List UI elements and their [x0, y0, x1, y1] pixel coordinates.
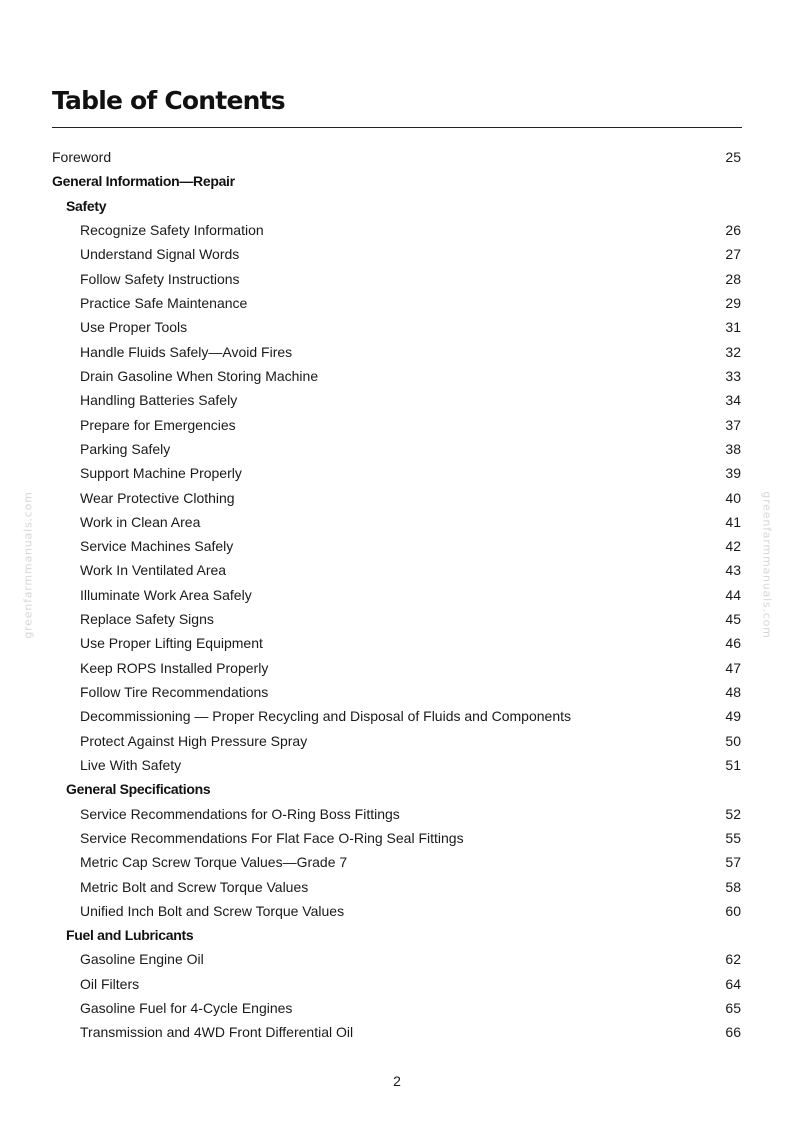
toc-entry-label: Service Machines Safely: [80, 538, 234, 555]
toc-entry-label: Follow Safety Instructions: [80, 270, 240, 287]
toc-entry[interactable]: [52, 947, 742, 971]
toc-entry-page-number: 38: [725, 440, 741, 457]
toc-entry[interactable]: [52, 145, 742, 169]
toc-entry-page-number: 27: [725, 246, 741, 263]
toc-entry[interactable]: [52, 607, 742, 631]
toc-entry-label: Use Proper Tools: [80, 319, 188, 336]
toc-entry-label: Decommissioning — Proper Recycling and Disposal of Fluids and Components: [80, 708, 572, 725]
toc-entry-label: General Information—Repair: [52, 173, 235, 190]
toc-section-heading: [52, 169, 742, 193]
toc-entry-label: Gasoline Fuel for 4-Cycle Engines: [80, 1000, 293, 1017]
toc-entry-label: Practice Safe Maintenance: [80, 295, 248, 312]
toc-entry-page-number: 47: [725, 659, 741, 676]
toc-entry[interactable]: [52, 558, 742, 582]
toc-entry-page-number: 34: [725, 392, 741, 409]
title-divider: [52, 127, 742, 128]
toc-entry[interactable]: [52, 850, 742, 874]
toc-entry-label: Replace Safety Signs: [80, 611, 214, 628]
toc-list: [52, 145, 742, 1045]
toc-entry[interactable]: [52, 340, 742, 364]
toc-entry-label: Keep ROPS Installed Properly: [80, 659, 269, 676]
toc-entry-label: Understand Signal Words: [80, 246, 240, 263]
toc-entry-page-number: 49: [725, 708, 741, 725]
toc-entry-label: Handling Batteries Safely: [80, 392, 238, 409]
toc-entry[interactable]: [52, 534, 742, 558]
toc-entry-page-number: 41: [725, 513, 741, 530]
watermark-right: greenfarmmanuals.com: [760, 491, 774, 639]
toc-entry-page-number: 65: [725, 1000, 741, 1017]
toc-entry[interactable]: [52, 899, 742, 923]
toc-entry[interactable]: [52, 874, 742, 898]
toc-entry[interactable]: [52, 364, 742, 388]
toc-entry[interactable]: [52, 267, 742, 291]
toc-entry-page-number: 32: [725, 343, 741, 360]
toc-entry-label: Drain Gasoline When Storing Machine: [80, 367, 319, 384]
toc-entry-label: Metric Cap Screw Torque Values—Grade 7: [80, 854, 348, 871]
toc-entry-label: Prepare for Emergencies: [80, 416, 236, 433]
toc-section-heading: [52, 923, 742, 947]
toc-entry-page-number: 51: [725, 756, 741, 773]
toc-entry-page-number: 58: [725, 878, 741, 895]
toc-entry[interactable]: [52, 996, 742, 1020]
toc-entry-page-number: 45: [725, 611, 741, 628]
toc-entry-page-number: 60: [725, 902, 741, 919]
toc-entry-label: Fuel and Lubricants: [66, 927, 194, 944]
toc-entry-page-number: 55: [725, 829, 741, 846]
toc-entry-label: Metric Bolt and Screw Torque Values: [80, 878, 309, 895]
toc-entry-label: Work In Ventilated Area: [80, 562, 227, 579]
toc-entry-page-number: 52: [725, 805, 741, 822]
toc-entry-label: Parking Safely: [80, 440, 171, 457]
toc-entry-page-number: 28: [725, 270, 741, 287]
toc-entry[interactable]: [52, 218, 742, 242]
toc-entry-label: Transmission and 4WD Front Differential Oil: [80, 1024, 354, 1041]
toc-entry[interactable]: [52, 461, 742, 485]
toc-entry[interactable]: [52, 972, 742, 996]
toc-entry-label: Service Recommendations for O-Ring Boss Fittings: [80, 805, 400, 822]
page-title: Table of Contents: [52, 86, 285, 115]
toc-entry-label: Recognize Safety Information: [80, 222, 264, 239]
toc-entry[interactable]: [52, 242, 742, 266]
toc-entry-label: Handle Fluids Safely—Avoid Fires: [80, 343, 293, 360]
toc-entry-page-number: 33: [725, 367, 741, 384]
toc-entry[interactable]: [52, 826, 742, 850]
toc-entry-page-number: 43: [725, 562, 741, 579]
toc-entry[interactable]: [52, 753, 742, 777]
toc-entry[interactable]: [52, 510, 742, 534]
watermark-left: greenfarmmanuals.com: [21, 491, 35, 639]
toc-section-heading: [52, 777, 742, 801]
toc-entry-label: Support Machine Properly: [80, 465, 242, 482]
toc-entry[interactable]: [52, 801, 742, 825]
toc-entry-label: Protect Against High Pressure Spray: [80, 732, 308, 749]
toc-entry-page-number: 50: [725, 732, 741, 749]
toc-entry-page-number: 42: [725, 538, 741, 555]
toc-entry[interactable]: [52, 1020, 742, 1044]
toc-entry-page-number: 39: [725, 465, 741, 482]
toc-entry-label: Work in Clean Area: [80, 513, 201, 530]
toc-entry-label: Use Proper Lifting Equipment: [80, 635, 263, 652]
toc-entry[interactable]: [52, 485, 742, 509]
toc-entry[interactable]: [52, 291, 742, 315]
toc-entry[interactable]: [52, 388, 742, 412]
toc-entry-page-number: 64: [725, 975, 741, 992]
toc-entry-label: General Specifications: [66, 781, 211, 798]
toc-entry[interactable]: [52, 704, 742, 728]
toc-entry[interactable]: [52, 631, 742, 655]
toc-entry[interactable]: [52, 583, 742, 607]
toc-entry-page-number: 57: [725, 854, 741, 871]
toc-entry-page-number: 37: [725, 416, 741, 433]
toc-entry-page-number: 48: [725, 684, 741, 701]
toc-entry-page-number: 31: [725, 319, 741, 336]
toc-entry-label: Oil Filters: [80, 975, 140, 992]
toc-entry[interactable]: [52, 437, 742, 461]
toc-entry-page-number: 29: [725, 295, 741, 312]
toc-entry-page-number: 66: [725, 1024, 741, 1041]
toc-entry-label: Gasoline Engine Oil: [80, 951, 204, 968]
toc-entry-page-number: 26: [725, 222, 741, 239]
toc-entry[interactable]: [52, 729, 742, 753]
toc-entry-label: Follow Tire Recommendations: [80, 684, 269, 701]
toc-entry-page-number: 40: [725, 489, 741, 506]
toc-entry-page-number: 62: [725, 951, 741, 968]
toc-entry-page-number: 46: [725, 635, 741, 652]
toc-entry-label: Live With Safety: [80, 756, 182, 773]
page-number: 2: [393, 1073, 401, 1089]
toc-entry-label: Unified Inch Bolt and Screw Torque Values: [80, 902, 345, 919]
toc-section-heading: [52, 194, 742, 218]
toc-entry[interactable]: [52, 412, 742, 436]
toc-entry-page-number: 44: [725, 586, 741, 603]
toc-entry-label: Foreword: [52, 149, 112, 166]
toc-entry-label: Wear Protective Clothing: [80, 489, 235, 506]
toc-entry[interactable]: [52, 680, 742, 704]
toc-entry[interactable]: [52, 656, 742, 680]
toc-entry-page-number: 25: [725, 149, 741, 166]
toc-entry-label: Illuminate Work Area Safely: [80, 586, 252, 603]
toc-entry-label: Safety: [66, 197, 107, 214]
toc-entry[interactable]: [52, 315, 742, 339]
toc-entry-label: Service Recommendations For Flat Face O-Ring Seal Fittings: [80, 829, 464, 846]
